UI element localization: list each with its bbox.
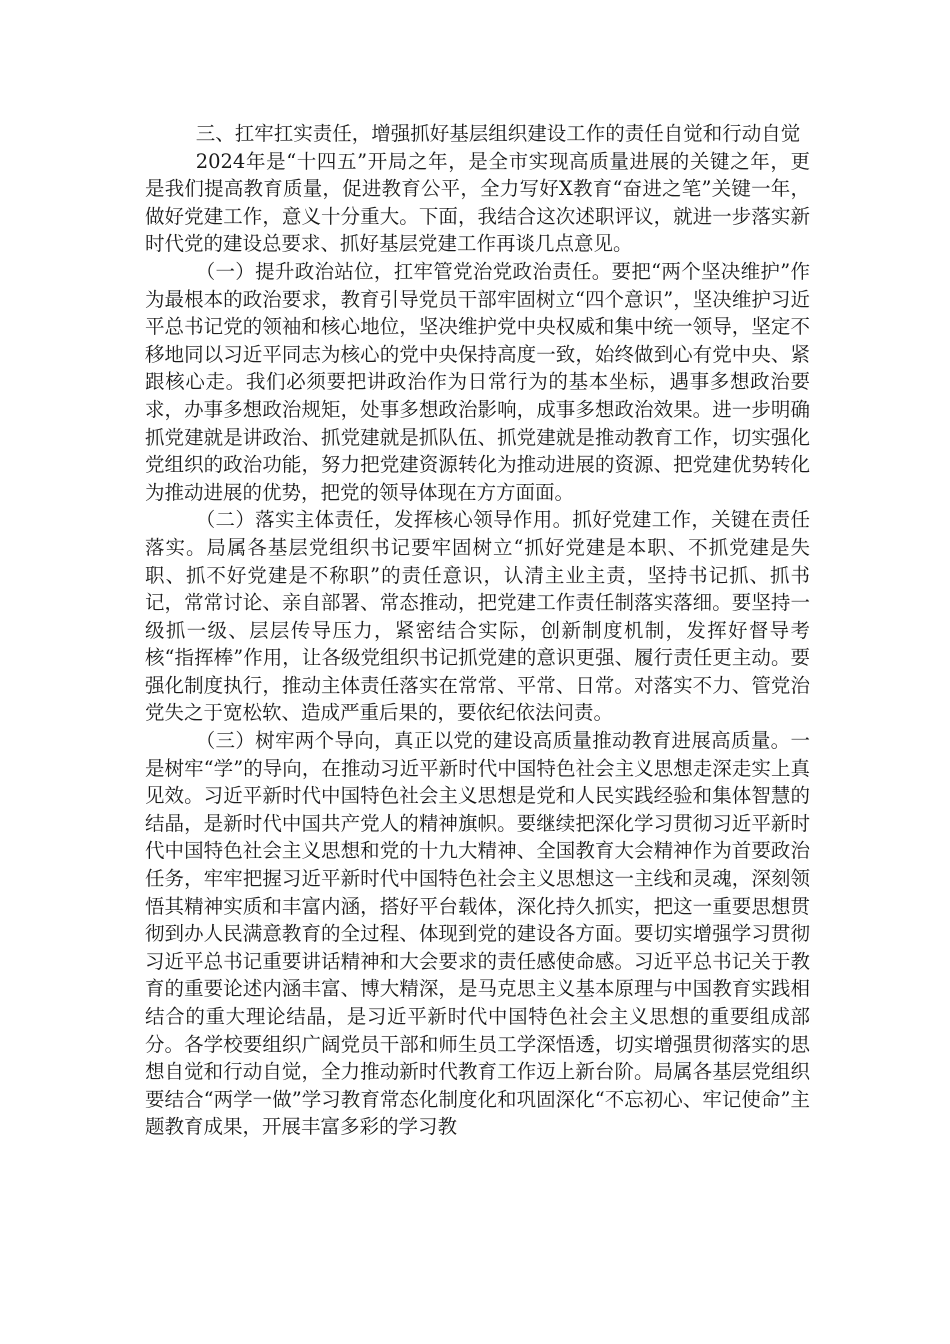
- document-page: [145, 120, 810, 1141]
- paragraph-point-1: （一）提升政治站位，扛牢管党治党政治责任。要把“两个坚决维护”作为最根本的政治要求，教育引导党员干部牢固树立“四个意识”，坚决维护习近平总书记党的领袖和核心地位，坚决维护党中央权威和集中统一领导，坚定不移地同以习近平同志为核心的党中央保持高度一致，始终做到心有党中央、紧跟核心走。我们必须要把讲政治作为日常行为的基本坐标，遇事多想政治要求，办事多想政治规矩，处事多想政治影响，成事多想政治效果。进一步明确抓党建就是讲政治、抓党建就是抓队伍、抓党建就是推动教育工作，切实强化党组织的政治功能，努力把党建资源转化为推动进展的资源、把党建优势转化为推动进展的优势，把党的领导体现在方方面面。: [145, 259, 810, 504]
- section-heading: 三、扛牢扛实责任，增强抓好基层组织建设工作的责任自觉和行动自觉: [195, 122, 801, 145]
- paragraph-point-3: （三）树牢两个导向，真正以党的建设高质量推动教育进展高质量。一是树牢“学”的导向，在推动习近平新时代中国特色社会主义思想走深走实上真见效。习近平新时代中国特色社会主义思想是党和人民实践经验和集体智慧的结晶，是新时代中国共产党人的精神旗帜。要继续把深化学习贯彻习近平新时代中国特色社会主义思想和党的十九大精神、全国教育大会精神作为首要政治任务，牢牢把握习近平新时代中国特色社会主义思想这一主线和灵魂，深刻领悟其精神实质和丰富内涵，搭好平台载体，深化持久抓实，把这一重要思想贯彻到办人民满意教育的全过程、体现到党的建设各方面。要切实增强学习贯彻习近平总书记重要讲话精神和大会要求的责任感使命感。习近平总书记关于教育的重要论述内涵丰富、博大精深，是马克思主义基本原理与中国教育实践相结合的重大理论结晶，是习近平新时代中国特色社会主义思想的重要组成部分。各学校要组织广阔党员干部和师生员工学深悟透，切实增强贯彻落实的思想自觉和行动自觉，全力推动新时代教育工作迈上新台阶。局属各基层党组织要结合“两学一做”学习教育常态化制度化和巩固深化“不忘初心、牢记使命”主题教育成果，开展丰富多彩的学习教: [145, 729, 810, 1139]
- paragraph-intro: 2024年是“十四五”开局之年，是全市实现高质量进展的关键之年，更是我们提高教育质量，促进教育公平，全力写好X教育“奋进之笔”关键一年，做好党建工作，意义十分重大。下面，我结合这次述职评议，就进一步落实新时代党的建设总要求、抓好基层党建工作再谈几点意见。: [145, 149, 810, 256]
- paragraph-point-2: （二）落实主体责任，发挥核心领导作用。抓好党建工作，关键在责任落实。局属各基层党组织书记要牢固树立“抓好党建是本职、不抓党建是失职、抓不好党建是不称职”的责任意识，认清主业主责，坚持书记抓、抓书记，常常讨论、亲自部署、常态推动，把党建工作责任制落实落细。要坚持一级抓一级、层层传导压力，紧密结合实际，创新制度机制，发挥好督导考核“指挥棒”作用，让各级党组织书记抓党建的意识更强、履行责任更主动。要强化制度执行，推动主体责任落实在常常、平常、日常。对落实不力、管党治党失之于宽松软、造成严重后果的，要依纪依法问责。: [145, 508, 810, 725]
